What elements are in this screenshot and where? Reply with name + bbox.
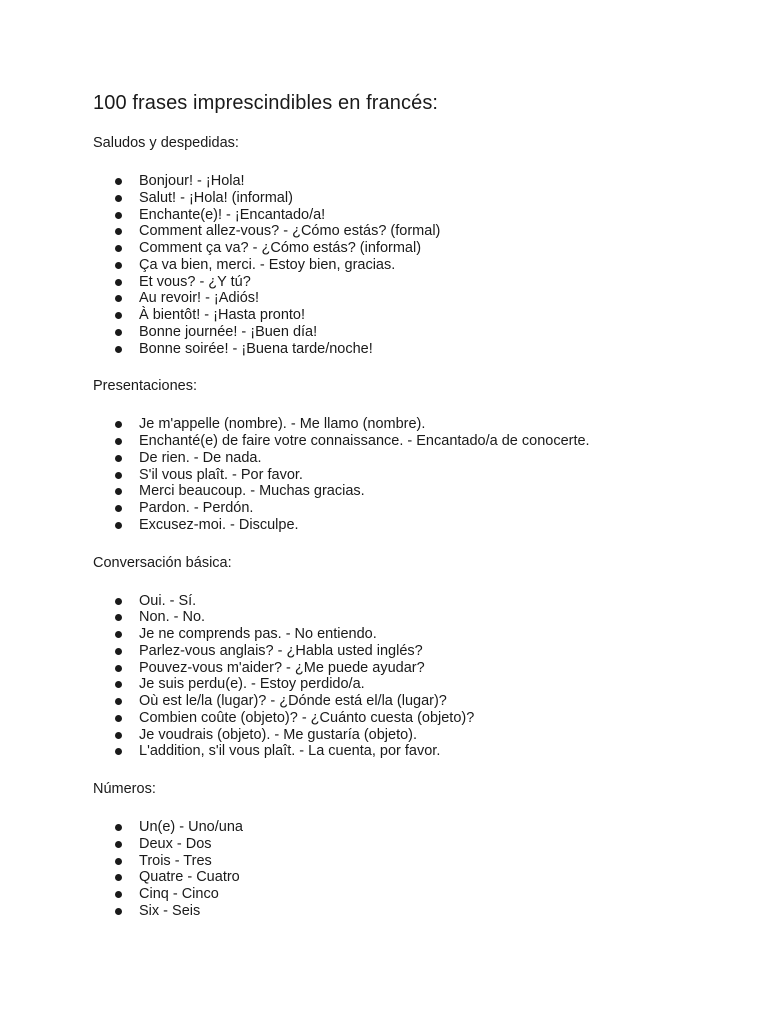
list-item: À bientôt! - ¡Hasta pronto! (93, 307, 733, 324)
list-item: Salut! - ¡Hola! (informal) (93, 190, 733, 207)
list-item: Non. - No. (93, 609, 733, 626)
list-item: Je voudrais (objeto). - Me gustaría (objeto). (93, 727, 733, 744)
list-item: Bonjour! - ¡Hola! (93, 173, 733, 190)
document-page (93, 90, 733, 920)
page-title: 100 frases imprescindibles en francés: (93, 92, 439, 114)
list-item: Au revoir! - ¡Adiós! (93, 290, 733, 307)
list-item: Combien coûte (objeto)? - ¿Cuánto cuesta (objeto)? (93, 710, 733, 727)
section-heading-conversacion: Conversación básica: (93, 554, 232, 571)
phrase-list-presentaciones (93, 416, 733, 533)
list-item: Pouvez-vous m'aider? - ¿Me puede ayudar? (93, 660, 733, 677)
list-item: Pardon. - Perdón. (93, 500, 733, 517)
list-item: Enchanté(e) de faire votre connaissance. - Encantado/a de conocerte. (93, 433, 733, 450)
list-item: Merci beaucoup. - Muchas gracias. (93, 483, 733, 500)
list-item: Ça va bien, merci. - Estoy bien, gracias. (93, 257, 733, 274)
list-item: Comment ça va? - ¿Cómo estás? (informal) (93, 240, 733, 257)
section-heading-presentaciones: Presentaciones: (93, 378, 197, 395)
list-item: Où est le/la (lugar)? - ¿Dónde está el/la (lugar)? (93, 693, 733, 710)
list-item: Enchante(e)! - ¡Encantado/a! (93, 207, 733, 224)
list-item: Cinq - Cinco (93, 886, 733, 903)
list-item: Un(e) - Uno/una (93, 819, 733, 836)
list-item: Je ne comprends pas. - No entiendo. (93, 626, 733, 643)
list-item: Oui. - Sí. (93, 593, 733, 610)
phrase-list-numeros (93, 819, 733, 920)
list-item: Parlez-vous anglais? - ¿Habla usted inglés? (93, 643, 733, 660)
list-item: Bonne soirée! - ¡Buena tarde/noche! (93, 341, 733, 358)
list-item: Bonne journée! - ¡Buen día! (93, 324, 733, 341)
phrase-list-saludos (93, 173, 733, 357)
list-item: Trois - Tres (93, 853, 733, 870)
list-item: Six - Seis (93, 903, 733, 920)
list-item: Je m'appelle (nombre). - Me llamo (nombre). (93, 416, 733, 433)
list-item: Quatre - Cuatro (93, 869, 733, 886)
phrase-list-conversacion (93, 593, 733, 761)
list-item: L'addition, s'il vous plaît. - La cuenta, por favor. (93, 743, 733, 760)
list-item: Comment allez-vous? - ¿Cómo estás? (formal) (93, 223, 733, 240)
list-item: Je suis perdu(e). - Estoy perdido/a. (93, 676, 733, 693)
list-item: Et vous? - ¿Y tú? (93, 274, 733, 291)
section-heading-saludos: Saludos y despedidas: (93, 135, 239, 151)
list-item: S'il vous plaît. - Por favor. (93, 467, 733, 484)
list-item: De rien. - De nada. (93, 450, 733, 467)
list-item: Deux - Dos (93, 836, 733, 853)
list-item: Excusez-moi. - Disculpe. (93, 517, 733, 534)
section-heading-numeros: Números: (93, 781, 156, 797)
